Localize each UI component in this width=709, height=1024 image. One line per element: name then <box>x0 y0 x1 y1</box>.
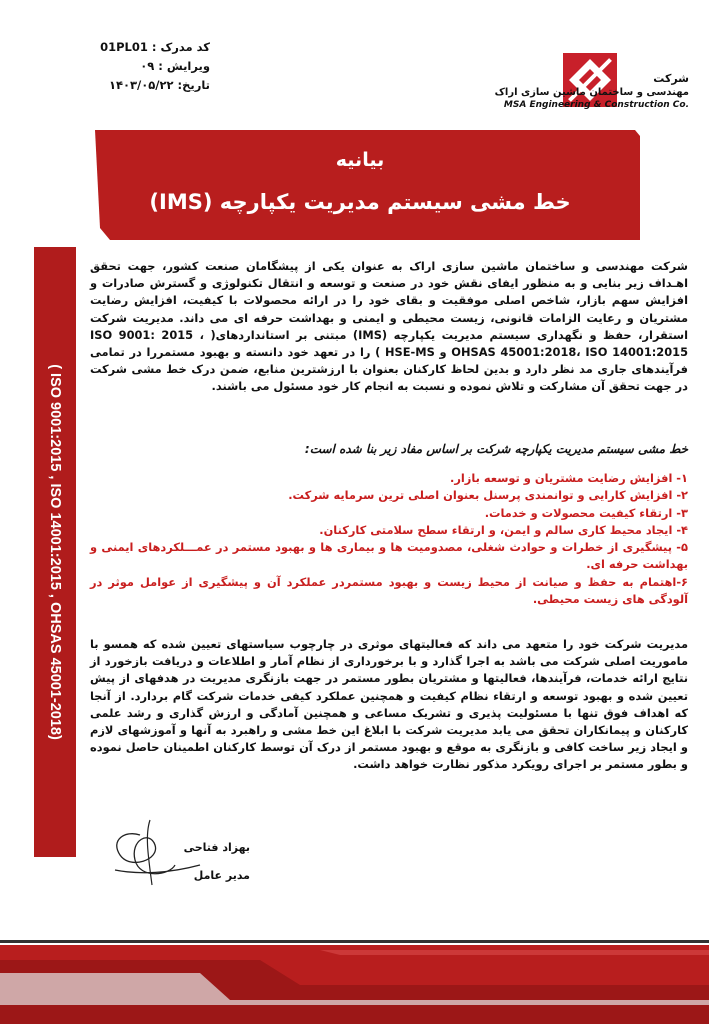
banner-title-block <box>110 146 610 226</box>
goal-item: ۵- پیشگیری از خطرات و حوادث شغلی، مصدومیت ها و بیماری ها و بهبود مستمر در عمـــلکردهای ایمنی و بهداشت حرفه ای. <box>90 540 688 572</box>
document-info <box>60 38 210 95</box>
goal-item: ۴- ایجاد محیط کاری سالم و ایمن، و ارتقاء سطح سلامتی کارکنان. <box>319 522 688 537</box>
goal-item: ۱- افزایش رضایت مشتریان و توسعه بازار. <box>450 471 688 485</box>
company-name-fa: مهندسی و ساختمان ماشین سازی اراک <box>494 87 689 98</box>
signer-name: بهزاد فتاحی <box>183 841 250 854</box>
document-date: تاریخ: ۱۴۰۳/۰۵/۲۲ <box>108 78 210 92</box>
goal-item: ۲- افزایش کارایی و توانمندی پرسنل بعنوان اصلی ترین سرمایه شرکت. <box>288 488 688 503</box>
goals-list <box>90 470 688 608</box>
goals-heading: خط مشی سیستم مدیریت یکپارچه شرکت بر اساس مفاد زیر بنا شده است: <box>304 442 688 456</box>
goal-item: ۳- ارتقاء کیفیت محصولات و خدمات. <box>484 505 688 520</box>
signer-block <box>170 834 250 890</box>
intro-paragraph: شرکت مهندسی و ساختمان ماشین سازی اراک به عنوان یکی از پیشگامان صنعت کشور، جهت تحقق اهـداف زیر بنایی و به منظور ایفای نقش خود در صنعت و توسعه و انتقال تکنولوژی و گسترش صادرات و افزایش سهم بازار، شاخص اصلی موفقیت و بقای خود را در ارائه محصولات با کیفیت، افزایش رضایت مشتریان و رعایت الزامات قانونی، زیست محیطی و ایمنی و بهداشت حرفه ای می داند. مدیریت شرکت استقرار، حفظ و نگهداری سیستم مدیریت یکپارچه (IMS) مبتنی بر استانداردهای( ISO 9001: 2015 ، OHSAS 45001:2018، ISO 14001:2015 و HSE-MS ) را در تعهد خود دانسته و بهبود مستمررا در تمامی فرآیندهای جاری مد نظر دارد و بدین لحاظ کارکنان بعنوان با ارزشترین منابع، ضمن درک خط مشی شرکت در جهت تحقق آن مشارکت و تلاش نموده و نسبت به انجام کار خود مسئول می باشند. <box>90 259 689 394</box>
company-name-block <box>429 72 689 111</box>
goal-item: ۶-اهتمام به حفظ و صیانت از محیط زیست و بهبود مستمردر عملکرد آن و پیشگیری از عوامل موثر در آلودگی های زیست محیطی. <box>90 574 688 607</box>
logo-word: شرکت <box>653 72 689 85</box>
signer-title: مدیر عامل <box>193 869 250 882</box>
side-standards-label: ( ISO 9001:2015 , ISO 14001:2015 , OHSAS 45001-2018) <box>47 364 63 740</box>
side-standards-bar <box>34 247 76 857</box>
company-name-en: MSA Engineering & Construction Co. <box>503 100 689 110</box>
document-code: کد مدرک : 01PL01 <box>100 40 210 54</box>
banner-subtitle: خط مشی سیستم مدیریت یکپارچه (IMS) <box>149 190 571 214</box>
footer-decoration <box>0 915 709 1024</box>
closing-paragraph: مدیریت شرکت خود را متعهد می داند که فعالیتهای موثری در چارچوب سیاستهای تعیین شده که همسو با ماموریت اصلی شرکت می باشد به اجرا گذارد و با برخورداری از نظام آمار و اطلاعات و دریافت بازخورد از نتایج ارائه خدمات، فرآیندها، فعالیتها و مشتریان بطور مستمر در جهت بازنگری مدیریت در هدفهای از پیش تعیین شده و بهبود توسعه و ارتقاء نظام کیفیت و همچنین عملکرد کیفی خدمات شرکت گام بردارد. از آنجا که اهداف فوق تنها با مسئولیت پذیری و تشریک مساعی و همچنین آمادگی و ارزش گذاری و رشد علمی کارکنان و پیمانکاران تحقق می یابد مدیریت شرکت با ابلاغ این خط مشی و راهبرد به آنها و آموزشهای لازم و ایجاد زیر ساخت کافی و بازنگری به موقع و بهبود مستمر از درک آن توسط کارکنان اطمینان حاصل نموده و بطور مستمر بر اجرای رویکرد مذکور نظارت خواهد داشت. <box>90 637 688 772</box>
banner-title: بیانیه <box>335 149 385 171</box>
document-revision: ویرایش : ۰۹ <box>140 59 210 73</box>
